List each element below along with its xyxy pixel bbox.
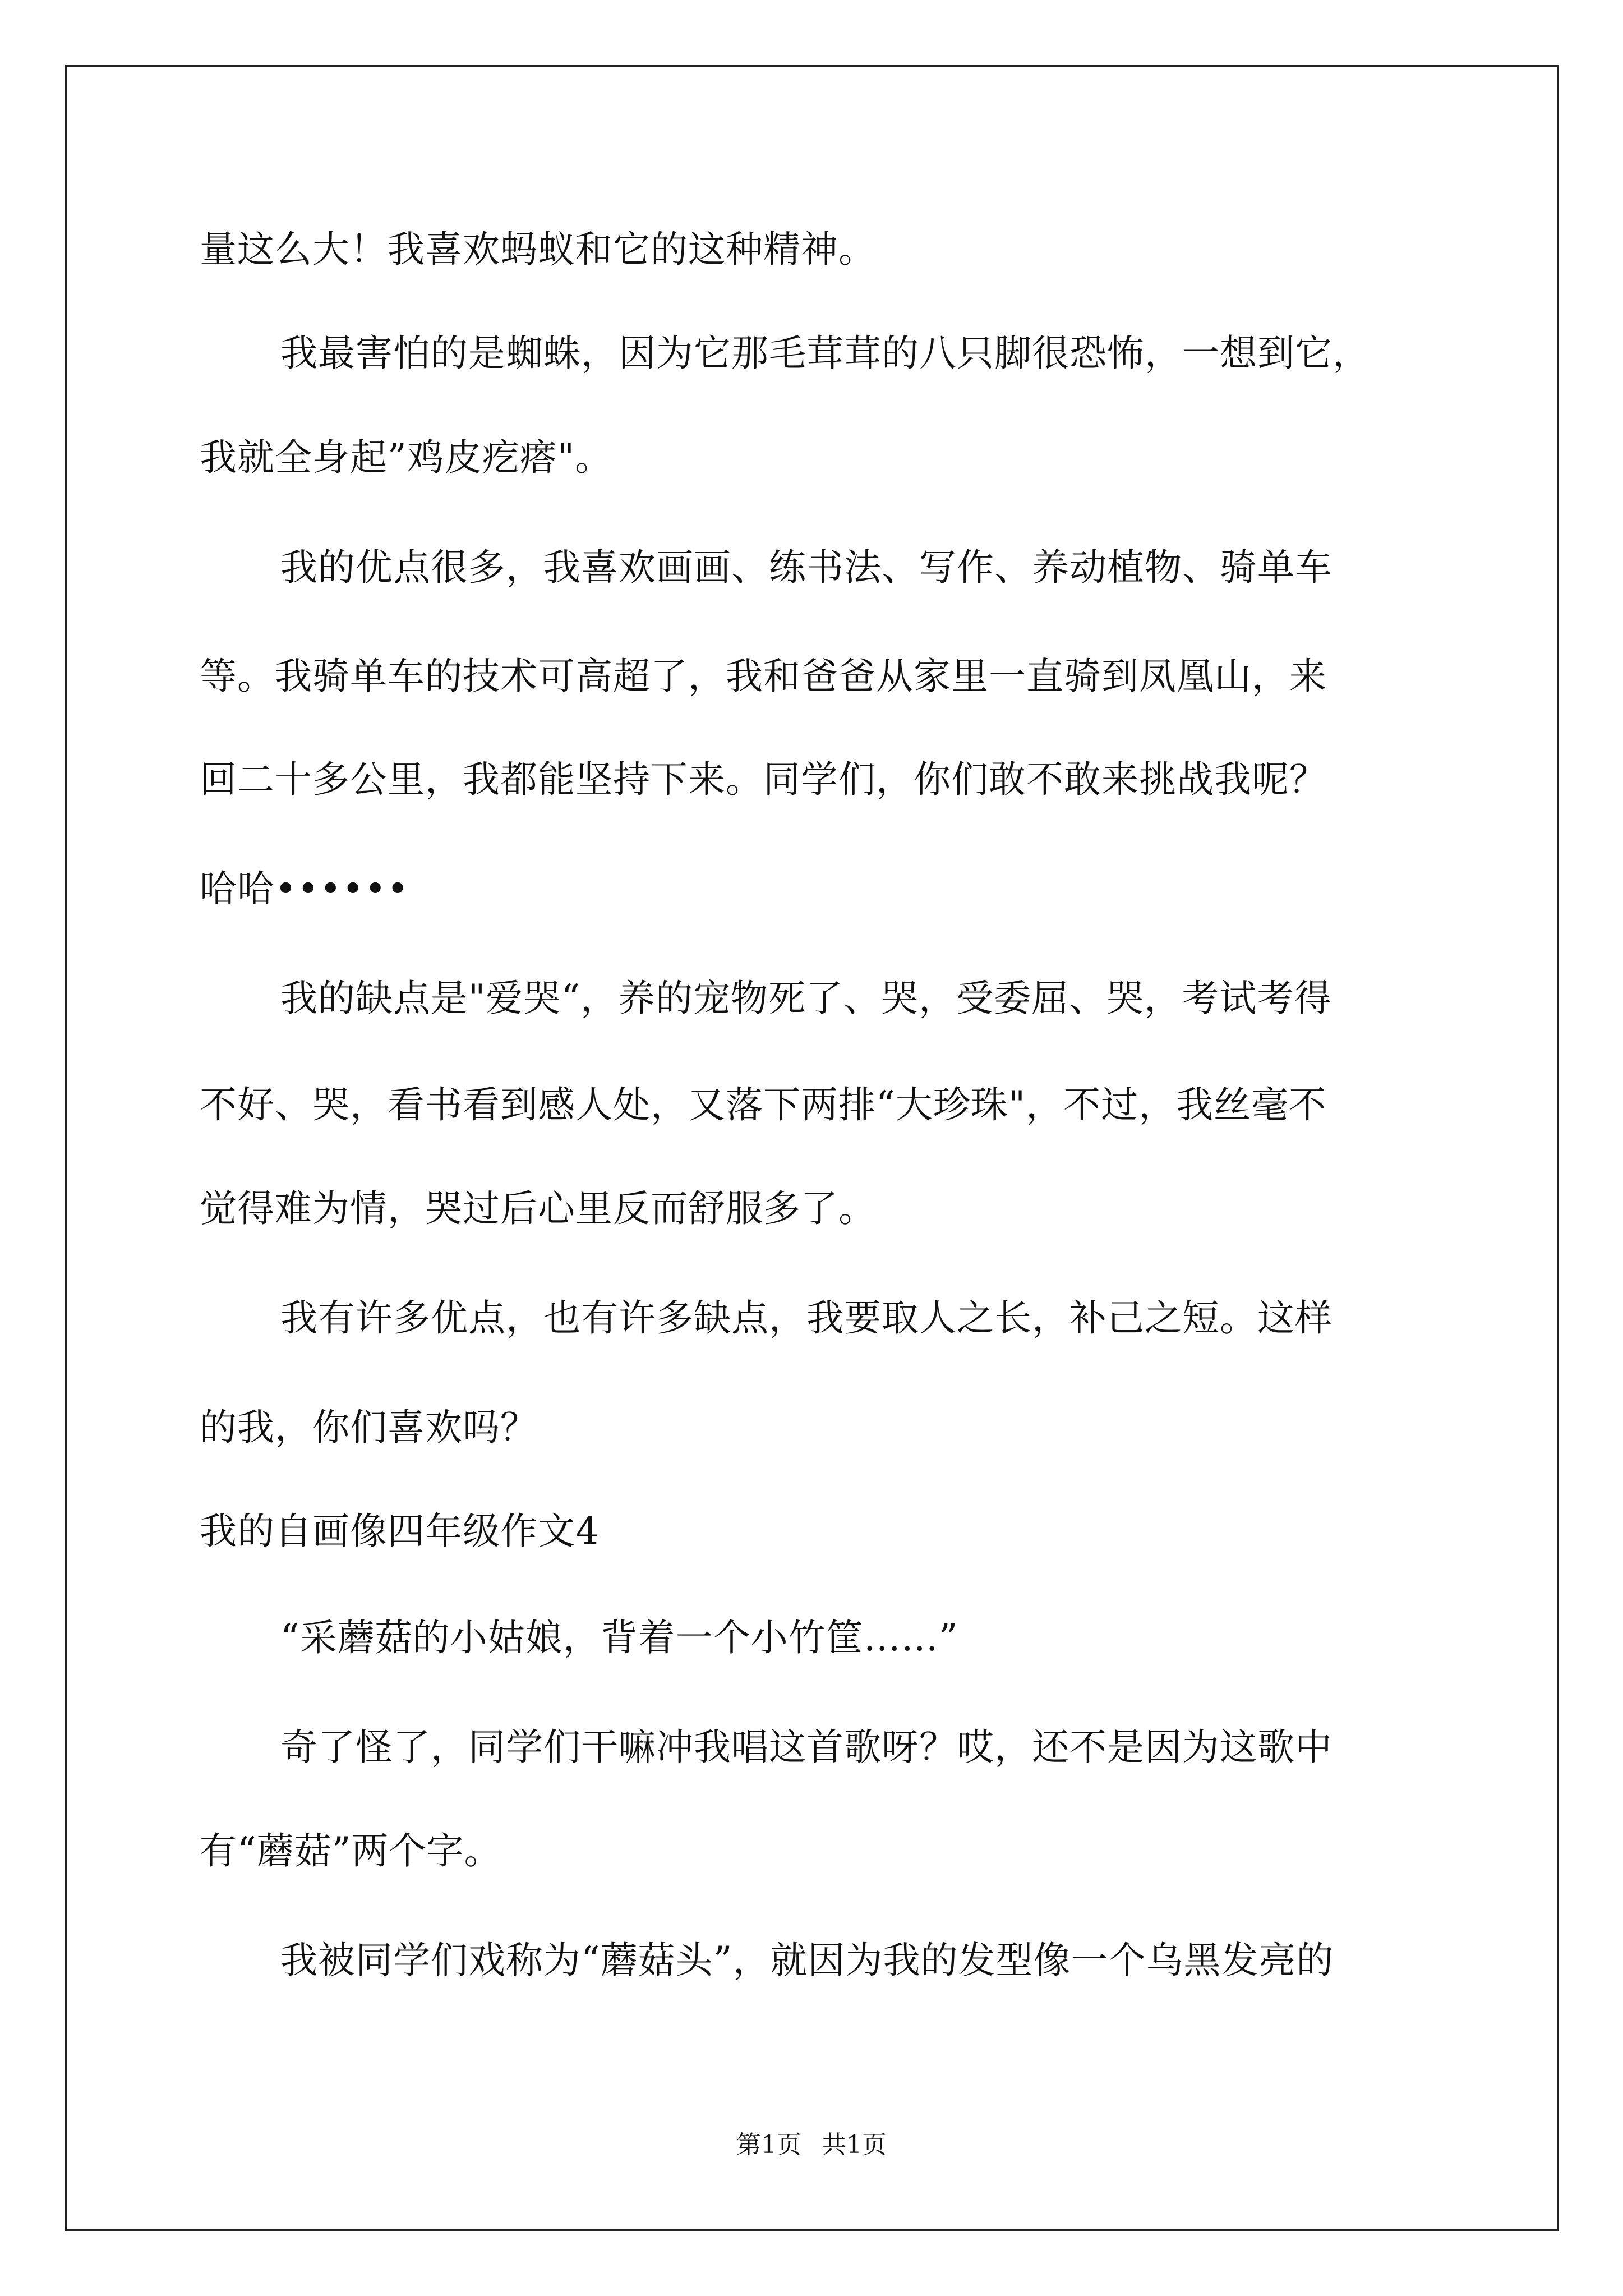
text-line-9: 不好、哭，看书看到感人处，又落下两排“大珍珠"，不过，我丝毫不 bbox=[200, 1083, 1327, 1126]
text-line-1: 量这么大！我喜欢蚂蚁和它的这种精神。 bbox=[200, 228, 876, 271]
page-number: 第1页 bbox=[736, 2131, 801, 2159]
text-line-15: 奇了怪了，同学们干嘛冲我唱这首歌呀？哎，还不是因为这歌中 bbox=[280, 1726, 1332, 1769]
page-border bbox=[65, 65, 1559, 2231]
page-total: 共1页 bbox=[822, 2131, 887, 2159]
text-line-6: 回二十多公里，我都能坚持下来。同学们，你们敢不敢来挑战我呢？ bbox=[200, 758, 1327, 801]
text-line-16: 有“蘑菇”两个字。 bbox=[200, 1829, 502, 1872]
text-line-5: 等。我骑单车的技术可高超了，我和爸爸从家里一直骑到凤凰山，来 bbox=[200, 655, 1327, 698]
text-line-2: 我最害怕的是蜘蛛，因为它那毛茸茸的八只脚很恐怖，一想到它， bbox=[280, 332, 1370, 375]
text-line-3: 我就全身起”鸡皮疙瘩"。 bbox=[200, 436, 613, 479]
text-line-4: 我的优点很多，我喜欢画画、练书法、写作、养动植物、骑单车 bbox=[280, 546, 1332, 589]
page-footer bbox=[0, 2129, 1623, 2161]
text-line-11: 我有许多优点，也有许多缺点，我要取人之长，补己之短。这样 bbox=[280, 1296, 1332, 1340]
text-line-14: “采蘑菇的小姑娘，背着一个小竹筐……” bbox=[280, 1616, 958, 1659]
section-heading: 我的自画像四年级作文4 bbox=[200, 1510, 600, 1553]
text-line-8: 我的缺点是"爱哭“，养的宠物死了、哭，受委屈、哭，考试考得 bbox=[280, 977, 1332, 1020]
text-line-7: 哈哈•••••• bbox=[200, 867, 409, 910]
text-line-10: 觉得难为情，哭过后心里反而舒服多了。 bbox=[200, 1187, 876, 1230]
text-line-17: 我被同学们戏称为“蘑菇头”，就因为我的发型像一个乌黑发亮的 bbox=[280, 1939, 1334, 1982]
text-line-12: 的我，你们喜欢吗？ bbox=[200, 1406, 538, 1449]
